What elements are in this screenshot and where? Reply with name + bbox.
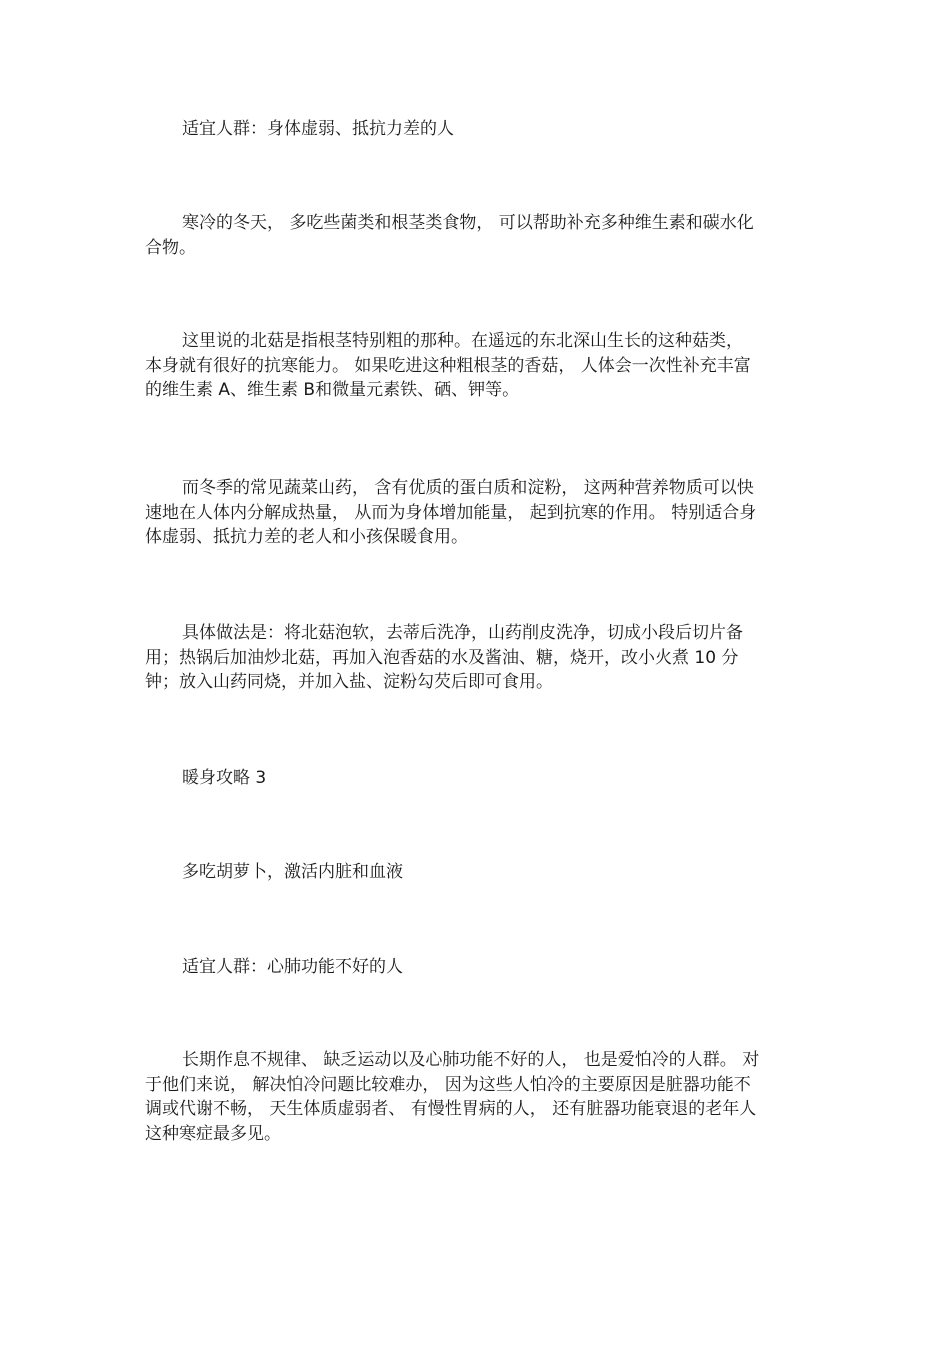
north-mushroom-paragraph: 这里说的北菇是指根茎特别粗的那种。在遥远的东北深山生长的这种菇类， 本身就有很好的抗寒能力。 如果吃进这种粗根茎的香菇， 人体会一次性补充丰富 的维生素 A、维生素 B和微量元素铁、硒、钾等。 <box>145 331 751 400</box>
cold-sensitive-group-paragraph: 长期作息不规律、 缺乏运动以及心肺功能不好的人， 也是爱怕冷的人群。 对 于他们来说， 解决怕冷问题比较难办， 因为这些人怕冷的主要原因是脏器功能不 调或代谢不畅， 天生体质虚弱者、 有慢性胃病的人， 还有脏器功能衰退的老年人 这种寒症最多见。 <box>145 1050 760 1144</box>
winter-fungi-paragraph: 寒冷的冬天， 多吃些菌类和根茎类食物， 可以帮助补充多种维生素和碳水化 合物。 <box>145 213 754 258</box>
suitable-group-heart-lung-paragraph: 适宜人群：心肺功能不好的人 <box>182 957 403 977</box>
yam-paragraph: 而冬季的常见蔬菜山药， 含有优质的蛋白质和淀粉， 这两种营养物质可以快 速地在人体内分解成热量， 从而为身体增加能量， 起到抗寒的作用。 特别适合身 体虚弱、抵抗力差的老人和小孩保暖食用。 <box>145 478 757 547</box>
recipe-method-paragraph: 具体做法是：将北菇泡软，去蒂后洗净，山药削皮洗净，切成小段后切片备 用；热锅后加油炒北菇，再加入泡香菇的水及酱油、糖，烧开，改小火煮 10 分 钟；放入山药同烧，并加入盐、淀粉勾芡后即可食用。 <box>145 623 743 692</box>
suitable-group-weak-paragraph: 适宜人群：身体虚弱、抵抗力差的人 <box>182 119 454 139</box>
carrot-heading: 多吃胡萝卜，激活内脏和血液 <box>182 862 403 882</box>
section-heading-3: 暖身攻略 3 <box>182 768 267 788</box>
